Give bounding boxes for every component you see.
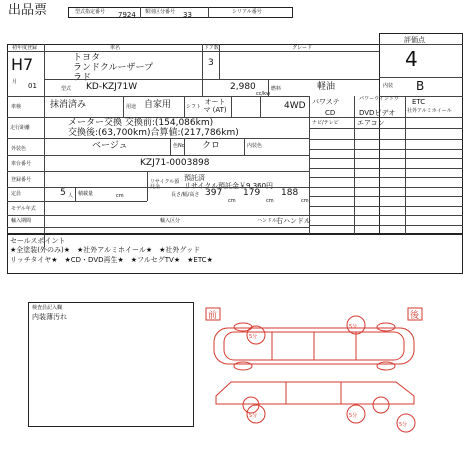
registration-label: 登録番号	[11, 177, 32, 183]
make-line1: トヨタ	[73, 53, 101, 63]
recycle-line2: リサイクル預託金￥9,360円	[184, 182, 274, 190]
equip-alloy-wheels: 社外アルミホイール	[407, 108, 452, 114]
import-type-label: 輸入区分	[160, 218, 181, 224]
month-unit: 月	[12, 79, 18, 85]
classification-label: 類別区分番号	[145, 9, 176, 15]
first-reg-label: 初年度登録	[12, 45, 38, 51]
mileage-line2: 交換後:(63,700km)合算値:(217,786km)	[68, 128, 239, 138]
grade-label: グレード	[292, 45, 313, 51]
inspection-value: 抹消済み	[50, 100, 87, 110]
height-value: 188	[281, 188, 299, 198]
car-side-body	[216, 382, 414, 404]
color-label: 外装色	[11, 146, 27, 152]
damage-front-left-text: 5分	[249, 334, 258, 340]
steering-value: 右ハンドル	[276, 217, 311, 225]
mileage-label: 走行距離	[10, 125, 31, 131]
interior-rank-label: 内装	[383, 83, 394, 89]
displacement-unit: cc/kw	[256, 91, 271, 97]
capacity-label: 定員	[11, 191, 22, 197]
equip-dvd: DVDビデオ	[359, 109, 396, 117]
usage-value: 自家用	[144, 100, 172, 110]
damage-rear-right-text: 5分	[349, 413, 358, 419]
equip-navi-tv: ナビ/テレビ	[312, 120, 339, 126]
model-code: KD-KZJ71W	[86, 82, 138, 92]
grade-score-label: 評価点	[404, 36, 425, 44]
steering-label: ハンドル	[257, 218, 278, 224]
sales-points-line2: リッチタイヤ★ ★CD・DVD再生★ ★フルセグTV★ ★ETC★	[10, 256, 213, 264]
classification-value: 33	[183, 11, 192, 19]
doors-value: 3	[208, 58, 214, 68]
displacement-value: 2,980	[230, 82, 256, 92]
designation-label: 型式指定番号	[75, 9, 106, 15]
equip-etc: ETC	[412, 98, 426, 106]
model-year-label: モデル年式	[11, 206, 36, 212]
equip-power-steering: パワステ	[312, 98, 340, 106]
chassis-label: 車台番号	[11, 161, 32, 167]
width-unit: cm	[266, 198, 274, 204]
load-label: 積載量	[78, 191, 94, 197]
recycle-label: リサイクル預託金	[150, 179, 180, 190]
rear-marker-text: 後	[410, 311, 420, 321]
damage-front-bumper-text: 5分	[349, 324, 358, 330]
mileage-line1: メーター交換 交換前:(154,086km)	[68, 118, 214, 128]
make-line3: ラド	[73, 73, 92, 83]
load-unit: cm	[116, 193, 124, 199]
sales-points-line1: ★全塗装(外のみ)★ ★社外アルミホイール★ ★社外グッド	[10, 246, 201, 254]
equip-aircon: エアコン	[357, 119, 385, 127]
model-type-label: 型式	[61, 86, 72, 92]
interior-grade: B	[416, 79, 425, 93]
length-value: 397	[205, 188, 223, 198]
size-label: 長さ/幅/高さ	[171, 192, 200, 198]
length-unit: cm	[228, 198, 236, 204]
interior-color-value: クロ	[202, 141, 221, 151]
vehicle-damage-diagram	[196, 300, 438, 434]
doors-label: ドア数	[204, 45, 219, 51]
height-unit: cm	[301, 198, 309, 204]
score-column	[379, 33, 463, 234]
interior-color-label: 内装色	[247, 143, 263, 149]
make-name-label: 車名	[110, 45, 121, 51]
sales-points-label: セールスポイント	[10, 237, 66, 245]
first-reg-month: 01	[28, 82, 37, 90]
damage-rear-left-text: 5分	[249, 413, 258, 419]
make-line2: ランドクルーザープ	[73, 63, 154, 73]
damage-rear-bumper-text: 5分	[399, 422, 408, 428]
sales-points-box	[7, 234, 463, 274]
color-code-label: 色No	[173, 143, 185, 149]
inspector-notes-line1: 内装薄汚れ	[32, 313, 67, 321]
inspection-label: 車検	[11, 104, 22, 110]
drive-value: 4WD	[284, 101, 306, 111]
fuel-value: 軽油	[317, 82, 336, 92]
shift-value: オート マ (AT)	[203, 98, 227, 114]
designation-value: 7924	[118, 11, 136, 19]
shift-label: シフト	[186, 104, 202, 110]
import-period-label: 輸入期間	[11, 218, 32, 224]
fuel-label: 燃料	[271, 86, 282, 92]
first-reg-era: H7	[11, 55, 34, 74]
usage-label: 用途	[126, 104, 137, 110]
chassis-number: KZJ71-0003898	[140, 158, 210, 168]
color-value: ベージュ	[92, 141, 128, 151]
sheet-title: 出品票	[8, 3, 48, 18]
front-marker-text: 前	[208, 311, 218, 321]
equip-cd: CD	[325, 109, 336, 117]
rear-wheel	[373, 397, 389, 413]
capacity-unit: 人	[68, 193, 74, 199]
overall-score: 4	[405, 47, 418, 71]
recycle-line1: 預託済	[184, 174, 205, 182]
width-value: 179	[243, 188, 261, 198]
equip-power-window: パワーウインドウ	[359, 96, 399, 102]
inspector-notes-label: 検査員記入欄	[32, 305, 63, 311]
serial-label: シリアル番号	[232, 9, 262, 15]
capacity-value: 5	[60, 188, 66, 198]
